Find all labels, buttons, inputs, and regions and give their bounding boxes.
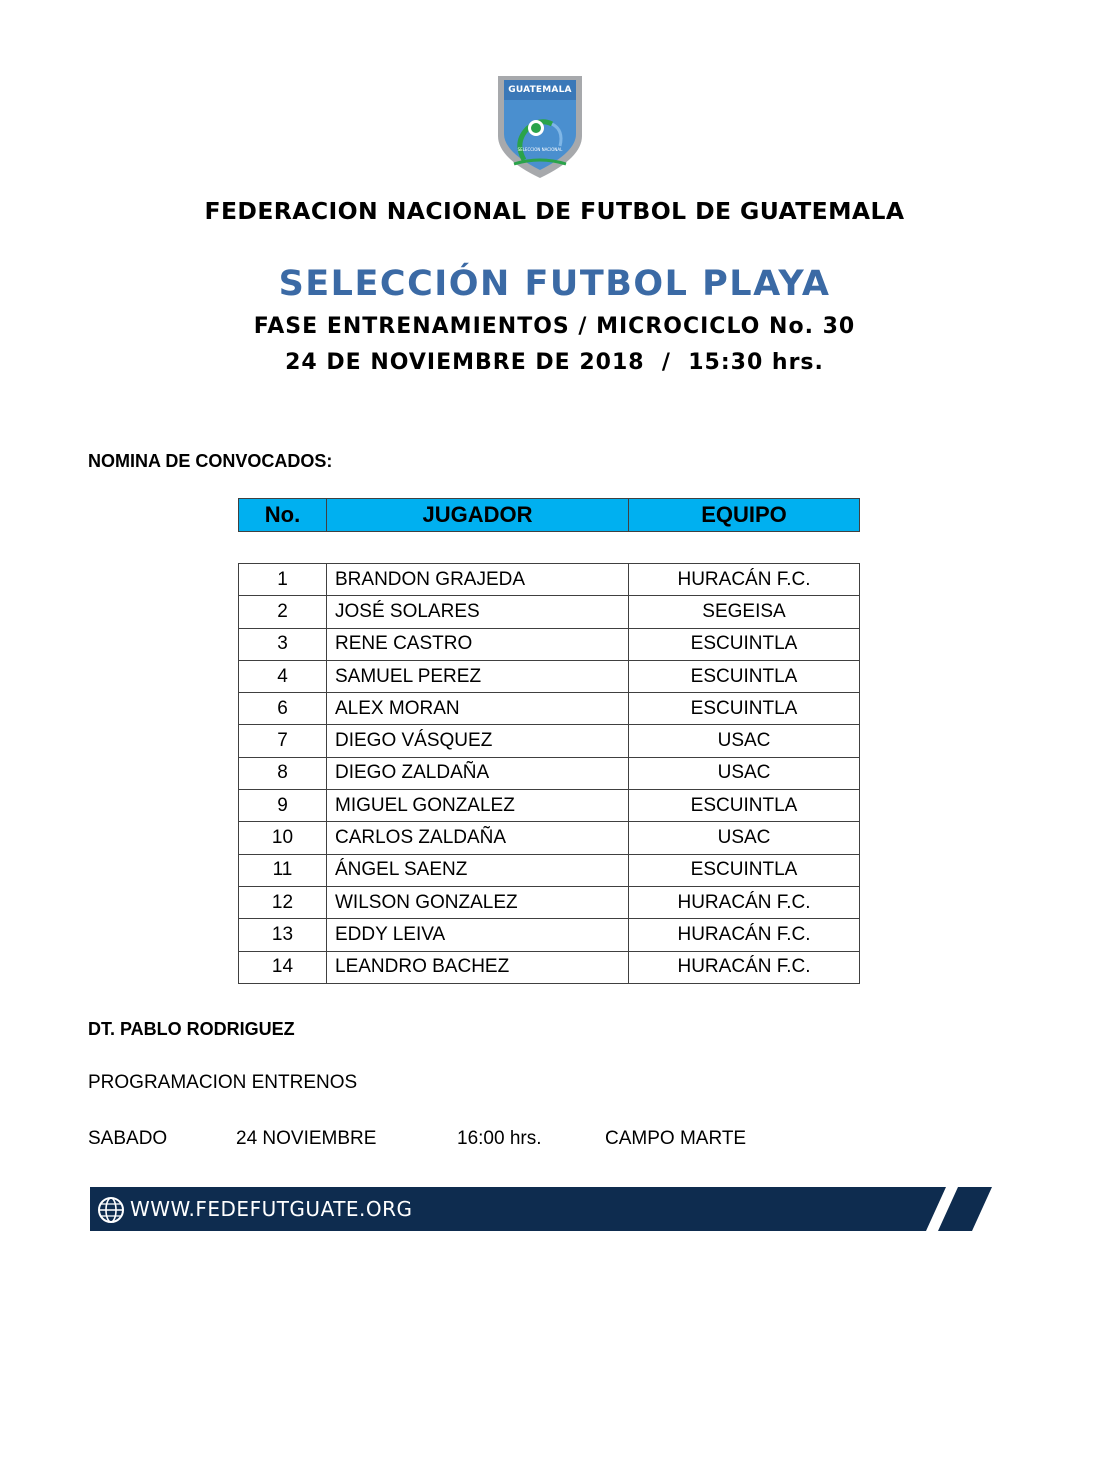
player-team: ESCUINTLA bbox=[629, 660, 860, 692]
player-name: DIEGO VÁSQUEZ bbox=[327, 725, 629, 757]
program-title: PROGRAMACION ENTRENOS bbox=[88, 1072, 358, 1093]
column-header-player: JUGADOR bbox=[327, 499, 629, 532]
player-number: 4 bbox=[239, 660, 327, 692]
globe-icon bbox=[96, 1195, 126, 1225]
player-number: 11 bbox=[239, 854, 327, 886]
player-team: ESCUINTLA bbox=[629, 693, 860, 725]
player-number: 12 bbox=[239, 886, 327, 918]
player-team: USAC bbox=[629, 725, 860, 757]
player-number: 6 bbox=[239, 693, 327, 725]
player-name: WILSON GONZALEZ bbox=[327, 886, 629, 918]
table-row bbox=[239, 693, 860, 725]
player-name: MIGUEL GONZALEZ bbox=[327, 790, 629, 822]
player-number: 1 bbox=[239, 564, 327, 596]
table-row bbox=[239, 564, 860, 596]
table-row bbox=[239, 822, 860, 854]
schedule-day: SABADO bbox=[88, 1128, 168, 1149]
player-number: 9 bbox=[239, 790, 327, 822]
player-name: EDDY LEIVA bbox=[327, 919, 629, 951]
date-time-subtitle: 24 DE NOVIEMBRE DE 2018 / 15:30 hrs. bbox=[285, 350, 824, 375]
schedule-time: 16:00 hrs. bbox=[457, 1128, 542, 1149]
coach-name: DT. PABLO RODRIGUEZ bbox=[88, 1019, 295, 1039]
player-team: ESCUINTLA bbox=[629, 790, 860, 822]
roster-header-table bbox=[238, 498, 860, 532]
player-name: BRANDON GRAJEDA bbox=[327, 564, 629, 596]
column-header-no: No. bbox=[239, 499, 327, 532]
player-name: DIEGO ZALDAÑA bbox=[327, 757, 629, 789]
player-team: USAC bbox=[629, 822, 860, 854]
table-row bbox=[239, 951, 860, 983]
federation-title: FEDERACION NACIONAL DE FUTBOL DE GUATEMALA bbox=[204, 197, 905, 225]
player-name: RENE CASTRO bbox=[327, 628, 629, 660]
player-team: HURACÁN F.C. bbox=[629, 919, 860, 951]
table-row bbox=[239, 757, 860, 789]
table-row bbox=[239, 854, 860, 886]
column-header-team: EQUIPO bbox=[629, 499, 860, 532]
schedule-place: CAMPO MARTE bbox=[605, 1128, 747, 1149]
crest-name: GUATEMALA bbox=[508, 85, 572, 95]
player-number: 10 bbox=[239, 822, 327, 854]
player-number: 2 bbox=[239, 596, 327, 628]
nomina-heading: NOMINA DE CONVOCADOS: bbox=[88, 451, 333, 471]
phase-subtitle: FASE ENTRENAMIENTOS / MICROCICLO No. 30 bbox=[253, 314, 856, 339]
crest-top-text: SELECCION NACIONAL bbox=[517, 147, 563, 152]
player-name: LEANDRO BACHEZ bbox=[327, 951, 629, 983]
table-row bbox=[239, 790, 860, 822]
table-row bbox=[239, 596, 860, 628]
roster-table bbox=[238, 563, 860, 984]
table-row bbox=[239, 660, 860, 692]
player-name: JOSÉ SOLARES bbox=[327, 596, 629, 628]
table-row bbox=[239, 725, 860, 757]
selection-title: SELECCIÓN FUTBOL PLAYA bbox=[278, 264, 831, 304]
table-row bbox=[239, 886, 860, 918]
table-row bbox=[239, 919, 860, 951]
player-number: 14 bbox=[239, 951, 327, 983]
player-team: ESCUINTLA bbox=[629, 628, 860, 660]
player-name: CARLOS ZALDAÑA bbox=[327, 822, 629, 854]
player-name: ALEX MORAN bbox=[327, 693, 629, 725]
player-number: 3 bbox=[239, 628, 327, 660]
schedule-date: 24 NOVIEMBRE bbox=[236, 1128, 377, 1149]
player-number: 13 bbox=[239, 919, 327, 951]
footer-url-link[interactable]: WWW.FEDEFUTGUATE.ORG bbox=[130, 1197, 413, 1221]
player-name: ÁNGEL SAENZ bbox=[327, 854, 629, 886]
player-team: USAC bbox=[629, 757, 860, 789]
player-team: ESCUINTLA bbox=[629, 854, 860, 886]
player-team: SEGEISA bbox=[629, 596, 860, 628]
player-number: 7 bbox=[239, 725, 327, 757]
player-team: HURACÁN F.C. bbox=[629, 886, 860, 918]
player-team: HURACÁN F.C. bbox=[629, 564, 860, 596]
player-team: HURACÁN F.C. bbox=[629, 951, 860, 983]
player-name: SAMUEL PEREZ bbox=[327, 660, 629, 692]
player-number: 8 bbox=[239, 757, 327, 789]
table-row bbox=[239, 628, 860, 660]
